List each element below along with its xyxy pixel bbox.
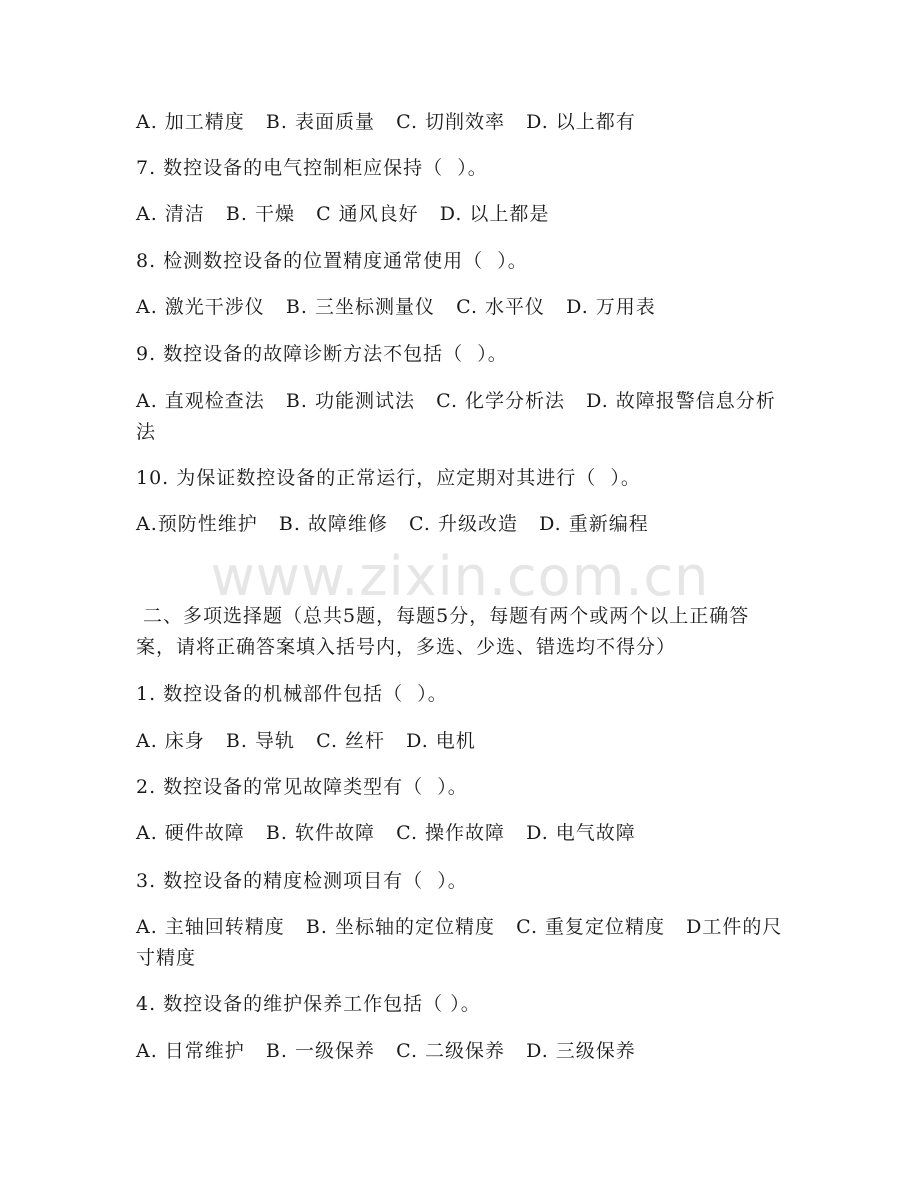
q8-options: A. 激光干涉仪 B. 三坐标测量仪 C. 水平仪 D. 万用表	[136, 296, 656, 318]
q9-options: A. 直观检查法 B. 功能测试法 C. 化学分析法 D. 故障报警信息分析法	[136, 390, 776, 443]
q7-question: 7. 数控设备的电气控制柜应保持（ ）。	[136, 157, 488, 179]
q9-question: 9. 数控设备的故障诊断方法不包括（ ）。	[136, 343, 508, 365]
q10-options: A.预防性维护 B. 故障维修 C. 升级改造 D. 重新编程	[136, 513, 649, 535]
mq2-options: A. 硬件故障 B. 软件故障 C. 操作故障 D. 电气故障	[136, 822, 636, 844]
q10-question: 10. 为保证数控设备的正常运行，应定期对其进行（ ）。	[136, 467, 641, 489]
q6-options: A. 加工精度 B. 表面质量 C. 切削效率 D. 以上都有	[136, 111, 636, 133]
mq3-options: A. 主轴回转精度 B. 坐标轴的定位精度 C. 重复定位精度 D工件的尺寸精度	[136, 916, 783, 969]
mq4-question: 4. 数控设备的维护保养工作包括（ ）。	[136, 993, 481, 1015]
watermark: www.zixin.com.cn	[210, 545, 710, 608]
mq1-question: 1. 数控设备的机械部件包括（ ）。	[136, 683, 448, 705]
q7-options: A. 清洁 B. 干燥 C 通风良好 D. 以上都是	[136, 203, 550, 225]
mq4-options: A. 日常维护 B. 一级保养 C. 二级保养 D. 三级保养	[136, 1040, 636, 1062]
mq2-question: 2. 数控设备的常见故障类型有（ ）。	[136, 776, 468, 798]
mq1-options: A. 床身 B. 导轨 C. 丝杆 D. 电机	[136, 730, 476, 752]
q8-question: 8. 检测数控设备的位置精度通常使用（ ）。	[136, 250, 528, 272]
mq3-question: 3. 数控设备的精度检测项目有（ ）。	[136, 870, 468, 892]
section-heading-multiple-choice: 二、多项选择题（总共5题，每题5分，每题有两个或两个以上正确答案，请将正确答案填入括号内，多选、少选、错选均不得分）	[136, 605, 750, 658]
